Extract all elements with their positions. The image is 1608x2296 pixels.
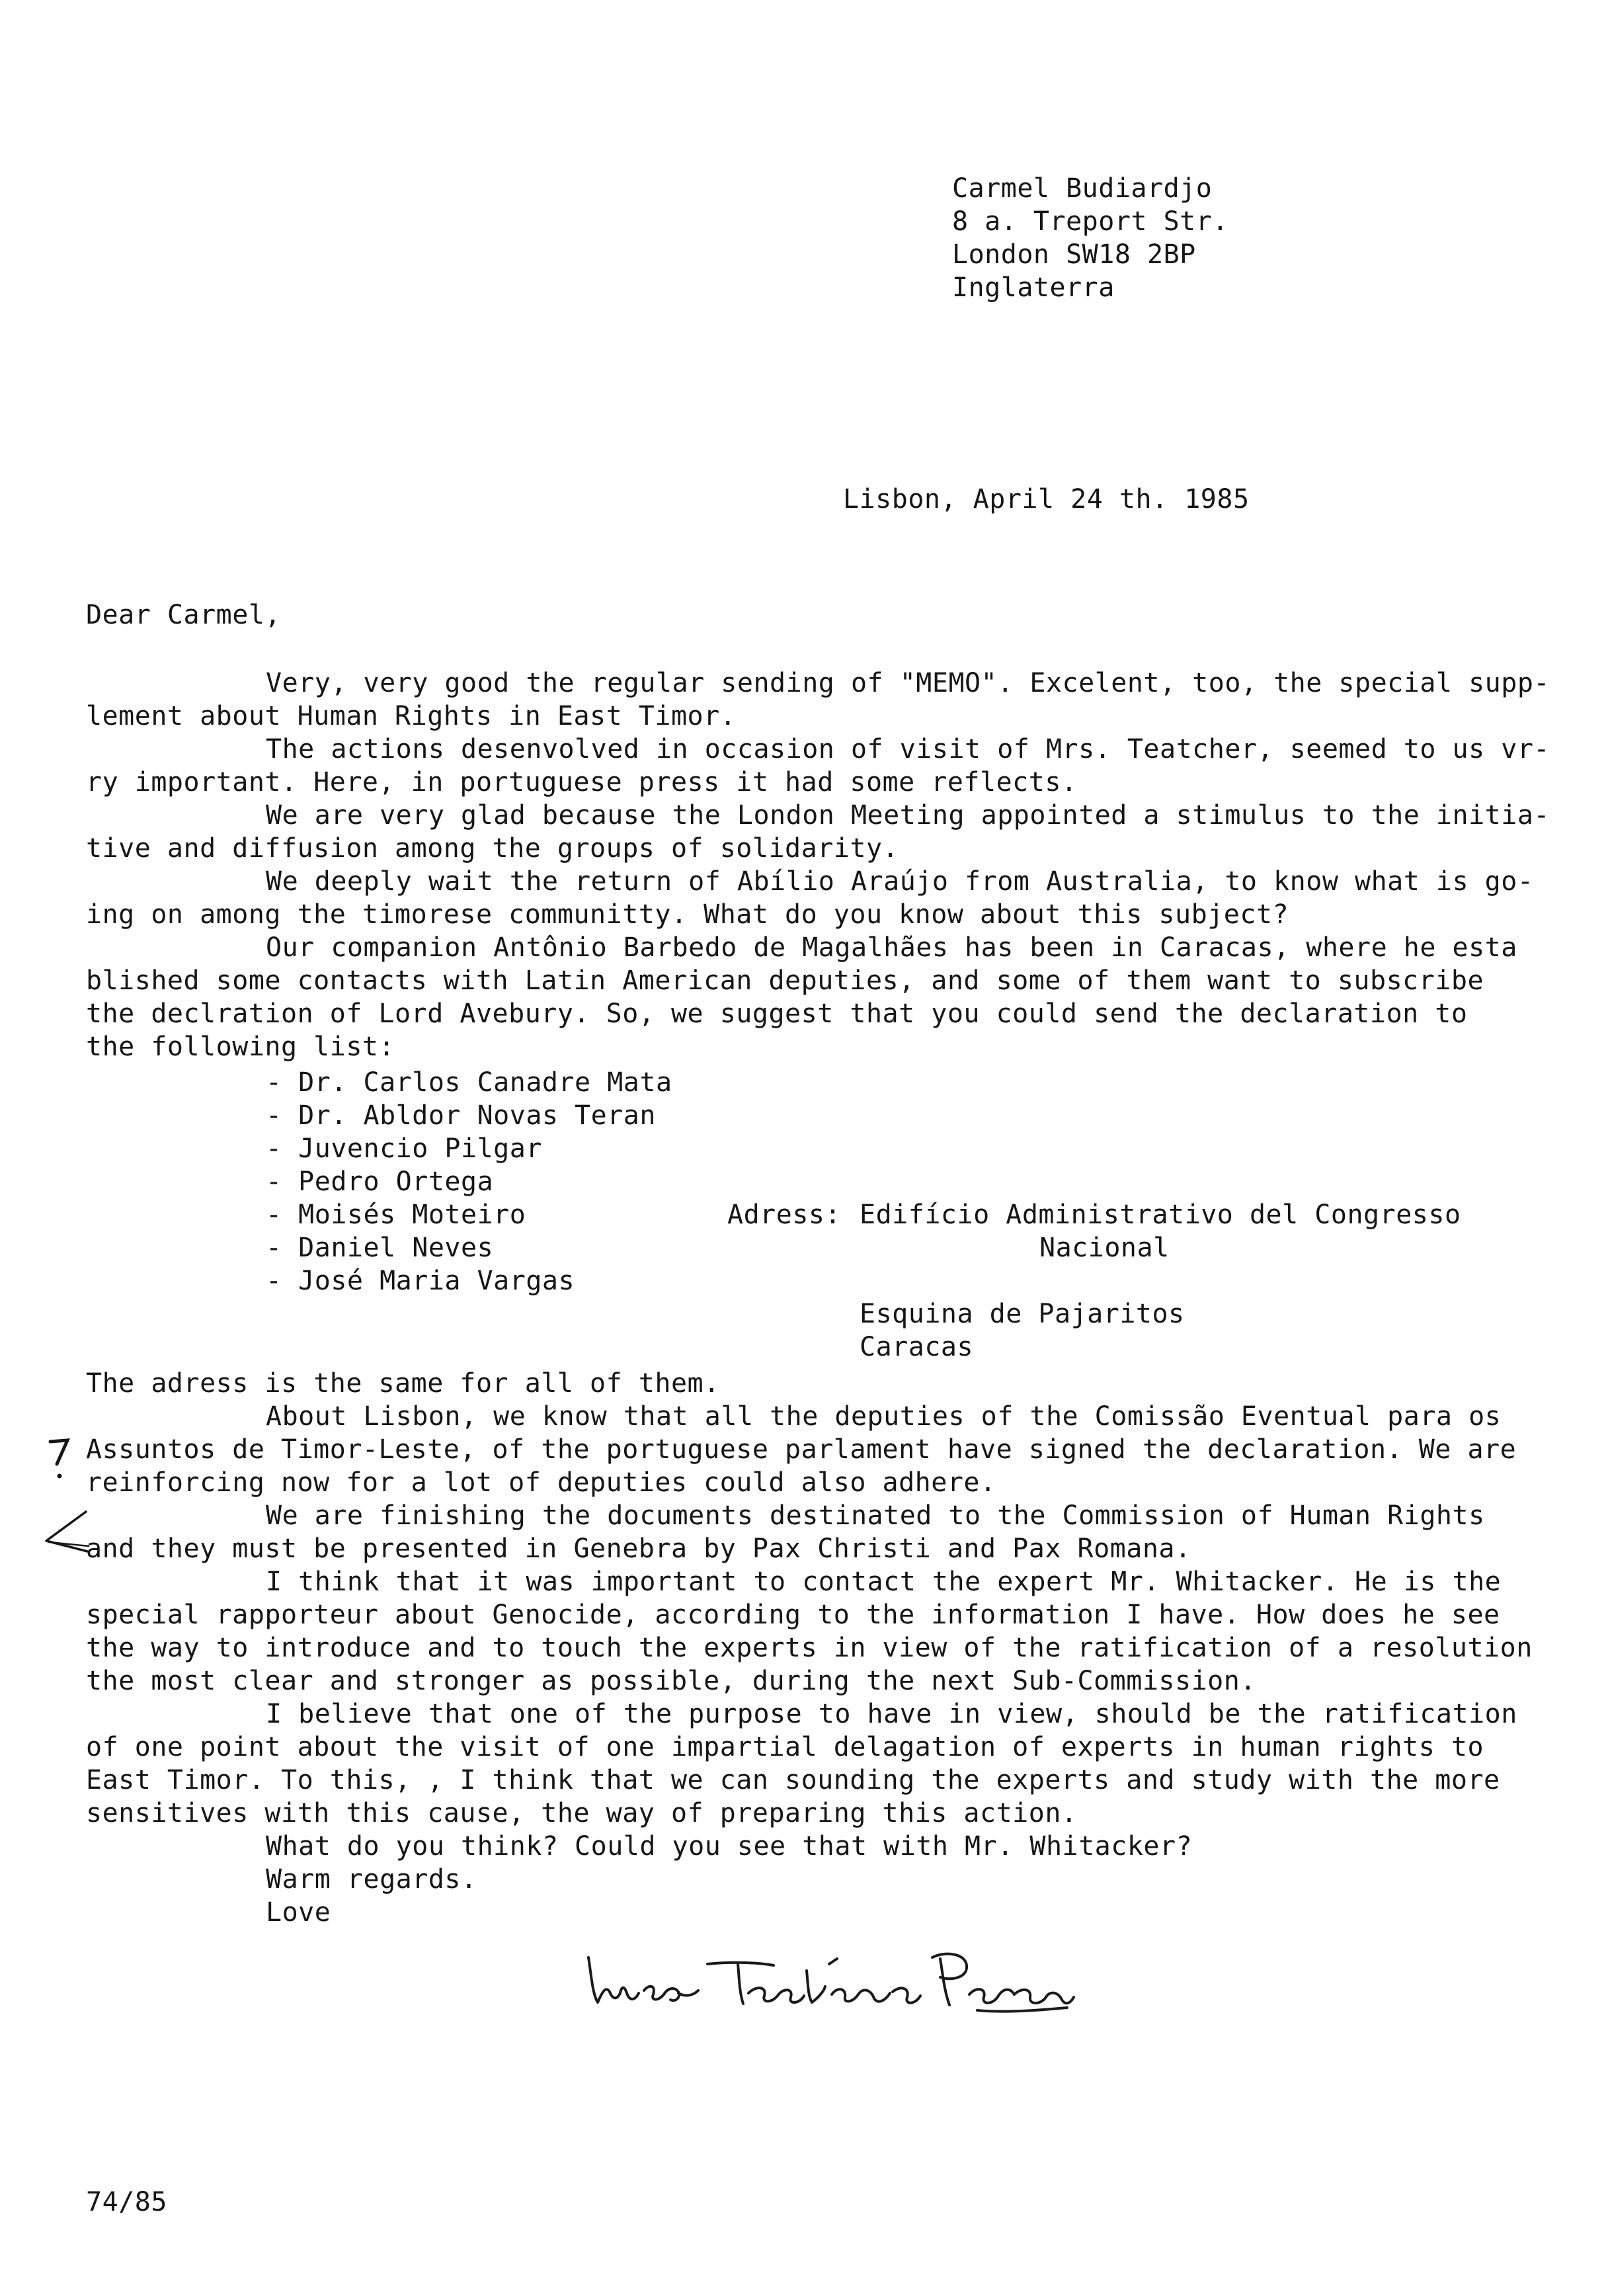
list-item: - José Maria Vargas: [266, 1266, 575, 1296]
salutation: Dear Carmel,: [86, 600, 281, 630]
sender-line: Inglaterra: [952, 272, 1115, 303]
body-line: What do you think? Could you see that with Mr. Whitacker?: [266, 1831, 1193, 1862]
list-item: - Juvencio Pilgar: [266, 1133, 542, 1164]
list-item: - Dr. Carlos Canadre Mata: [266, 1067, 672, 1098]
body-line: Love: [266, 1897, 331, 1928]
address-label: Adress:: [727, 1200, 842, 1230]
margin-arrow-icon: [40, 1508, 93, 1561]
body-line: sensitives with this cause, the way of preparing this action.: [86, 1798, 1078, 1828]
body-line: and they must be presented in Genebra by Pax Christi and Pax Romana.: [86, 1534, 1191, 1564]
body-line: the declration of Lord Avebury. So, we suggest that you could send the declaration to: [86, 999, 1468, 1029]
body-line: Very, very good the regular sending of "MEMO". Excelent, too, the special supp-: [266, 668, 1550, 698]
margin-mark-icon: [48, 1435, 71, 1481]
body-line: The actions desenvolved in occasion of visit of Mrs. Teatcher, seemed to us vr-: [266, 734, 1550, 764]
reference-number: 74/85: [86, 2187, 167, 2217]
body-line: We are very glad because the London Meeting appointed a stimulus to the initia-: [266, 800, 1550, 831]
body-line: ry important. Here, in portuguese press it had some reflects.: [86, 767, 1078, 798]
body-line: We are finishing the documents destinated to the Commission of Human Rights: [266, 1500, 1485, 1531]
body-line: the most clear and stronger as possible, during the next Sub-Commission.: [86, 1666, 1256, 1696]
body-line: tive and diffusion among the groups of solidarity.: [86, 833, 899, 864]
body-line: Warm regards.: [266, 1864, 477, 1895]
body-line: special rapporteur about Genocide, according to the information I have. How does he see: [86, 1600, 1500, 1630]
list-item: - Daniel Neves: [266, 1233, 494, 1263]
body-line: reinforcing now for a lot of deputies could also adhere.: [86, 1467, 996, 1498]
body-line: I believe that one of the purpose to have in view, should be the ratification: [266, 1699, 1517, 1729]
sender-line: London SW18 2BP: [952, 239, 1196, 270]
body-line: We deeply wait the return of Abílio Araújo from Australia, to know what is go-: [266, 866, 1534, 897]
body-line: the way to introduce and to touch the experts in view of the ratification of a resolution: [86, 1633, 1533, 1663]
body-line: East Timor. To this, , I think that we can sounding the experts and study with the more: [86, 1765, 1500, 1795]
body-line: lement about Human Rights in East Timor.: [86, 701, 737, 731]
body-line: of one point about the visit of one impartial delagation of experts in human rights to: [86, 1732, 1484, 1762]
list-item: - Pedro Ortega: [266, 1167, 494, 1197]
body-line: Assuntos de Timor-Leste, of the portuguese parlament have signed the declaration. We are: [86, 1434, 1517, 1465]
address-line: Esquina de Pajaritos: [860, 1299, 1185, 1329]
address-line: Nacional: [1039, 1233, 1170, 1263]
address-line: Edifício Administrativo del Congresso: [860, 1200, 1461, 1230]
sender-line: Carmel Budiardjo: [952, 173, 1213, 204]
body-line: the following list:: [86, 1032, 395, 1062]
sender-line: 8 a. Treport Str.: [952, 206, 1228, 237]
body-line: I think that it was important to contact the expert Mr. Whitacker. He is the: [266, 1567, 1502, 1597]
address-line: Caracas: [860, 1332, 974, 1362]
letter-date: Lisbon, April 24 th. 1985: [843, 484, 1250, 514]
body-line: blished some contacts with Latin American deputies, and some of them want to subscribe: [86, 965, 1484, 996]
list-item: - Dr. Abldor Novas Teran: [266, 1100, 656, 1131]
body-line: About Lisbon, we know that all the deputies of the Comissão Eventual para os: [266, 1401, 1502, 1432]
list-item: - Moisés Moteiro: [266, 1200, 526, 1230]
body-line: The adress is the same for all of them.: [86, 1368, 720, 1399]
body-line: Our companion Antônio Barbedo de Magalhães has been in Caracas, where he esta: [266, 932, 1517, 963]
body-line: ing on among the timorese communitty. What do you know about this subject?: [86, 899, 1289, 930]
handwritten-signature: [575, 1944, 1078, 2017]
